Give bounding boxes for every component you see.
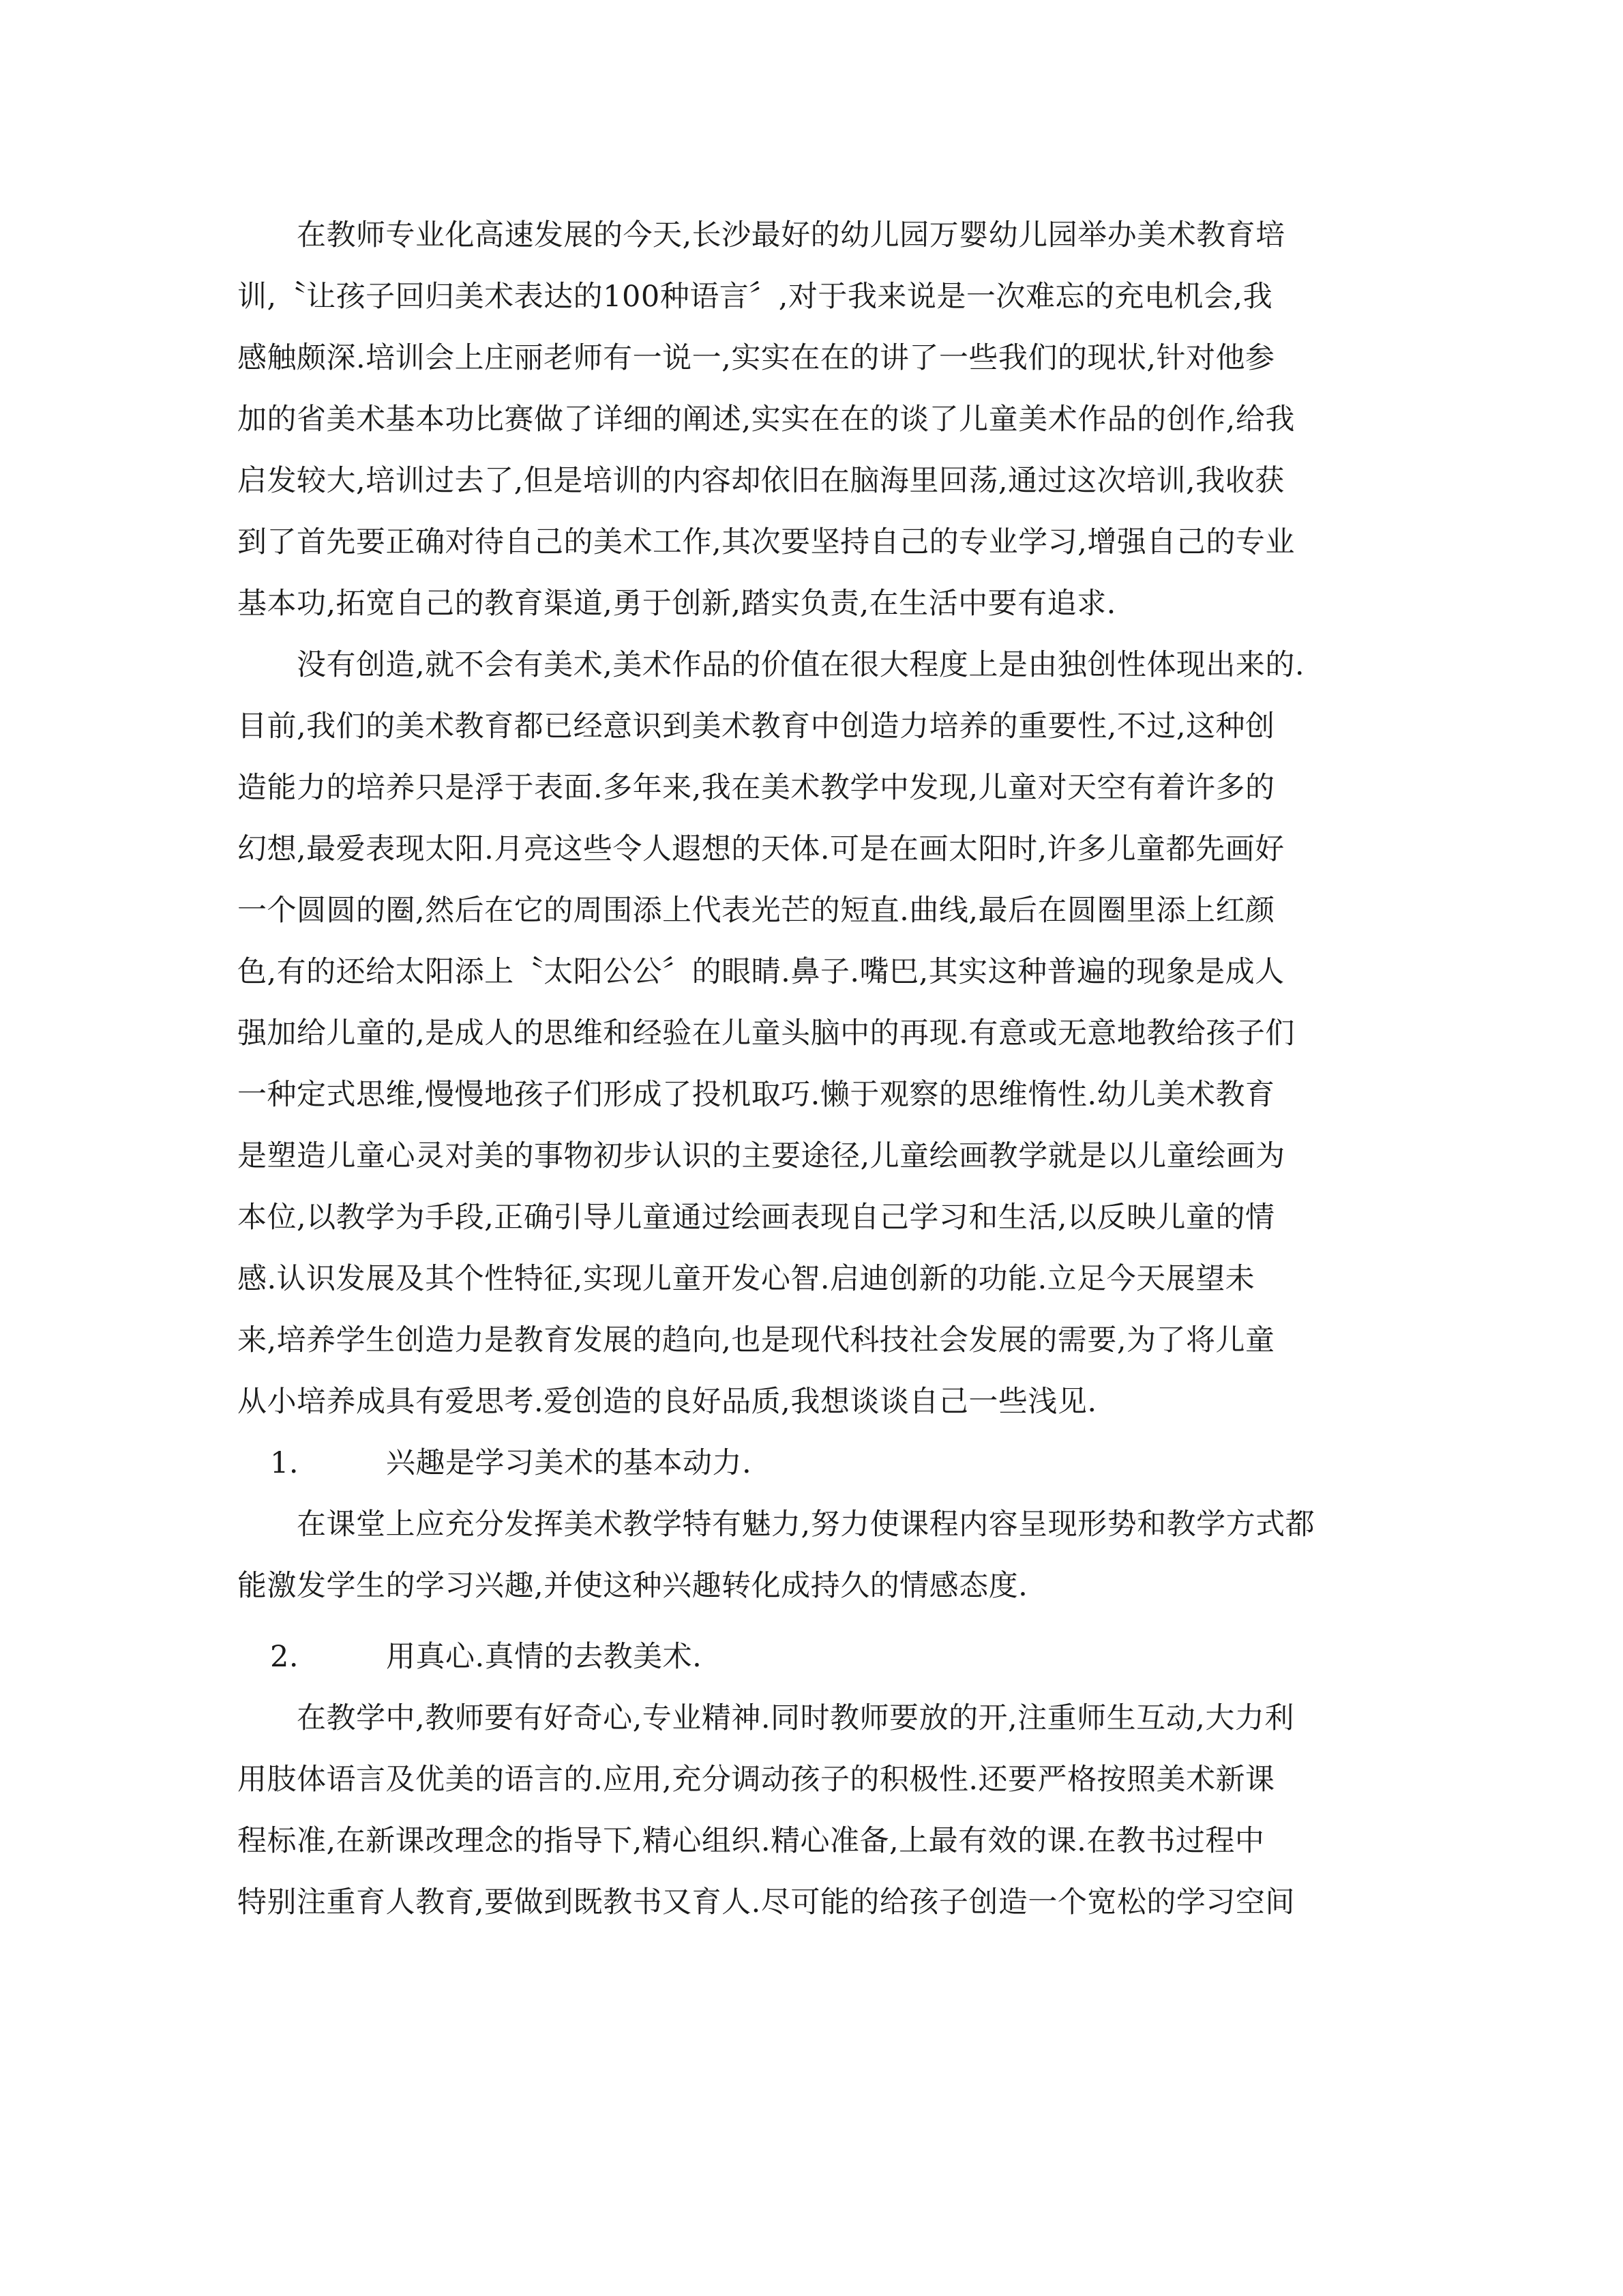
document-body bbox=[237, 205, 1397, 1933]
paragraph-line: 加的省美术基本功比赛做了详细的阐述,实实在在的谈了儿童美术作品的创作,给我 bbox=[237, 402, 1295, 437]
list-item-title: 用真心.真情的去教美术. bbox=[386, 1640, 702, 1674]
paragraph-line: 用肢体语言及优美的语言的.应用,充分调动孩子的积极性.还要严格按照美术新课 bbox=[237, 1763, 1275, 1797]
list-item-heading bbox=[237, 1432, 1397, 1494]
paragraph-line: 强加给儿童的,是成人的思维和经验在儿童头脑中的再现.有意或无意地教给孩子们 bbox=[237, 1016, 1295, 1050]
paragraph-line: 能激发学生的学习兴趣,并使这种兴趣转化成持久的情感态度. bbox=[237, 1569, 1028, 1603]
list-item-title: 兴趣是学习美术的基本动力. bbox=[386, 1446, 752, 1480]
paragraph-line: 在课堂上应充分发挥美术教学特有魅力,努力使课程内容呈现形势和教学方式都 bbox=[237, 1507, 1315, 1542]
paragraph-line: 一个圆圆的圈,然后在它的周围添上代表光芒的短直.曲线,最后在圆圈里添上红颜 bbox=[237, 894, 1275, 928]
list-item-heading bbox=[237, 1626, 1397, 1688]
spacer bbox=[237, 1617, 1397, 1626]
paragraph-line: 启发较大,培训过去了,但是培训的内容却依旧在脑海里回荡,通过这次培训,我收获 bbox=[237, 464, 1285, 498]
paragraph-line: 从小培养成具有爱思考.爱创造的良好品质,我想谈谈自己一些浅见. bbox=[237, 1385, 1097, 1419]
paragraph-line: 感.认识发展及其个性特征,实现儿童开发心智.启迪创新的功能.立足今天展望未 bbox=[237, 1262, 1255, 1296]
paragraph-line: 没有创造,就不会有美术,美术作品的价值在很大程度上是由独创性体现出来的. bbox=[237, 648, 1305, 682]
paragraph-line: 基本功,拓宽自己的教育渠道,勇于创新,踏实负责,在生活中要有追求. bbox=[237, 587, 1116, 621]
paragraph-line: 感触颇深.培训会上庄丽老师有一说一,实实在在的讲了一些我们的现状,针对他参 bbox=[237, 341, 1275, 375]
paragraph-line: 在教师专业化高速发展的今天,长沙最好的幼儿园万婴幼儿园举办美术教育培 bbox=[237, 218, 1285, 252]
paragraph-line: 目前,我们的美术教育都已经意识到美术教育中创造力培养的重要性,不过,这种创 bbox=[237, 709, 1275, 744]
list-item-number: 2. bbox=[270, 1640, 299, 1674]
paragraph-line: 程标准,在新课改理念的指导下,精心组织.精心准备,上最有效的课.在教书过程中 bbox=[237, 1824, 1265, 1858]
list-item-number: 1. bbox=[270, 1446, 299, 1480]
paragraph-line: 来,培养学生创造力是教育发展的趋向,也是现代科技社会发展的需要,为了将儿童 bbox=[237, 1323, 1275, 1357]
paragraph-line: 一种定式思维,慢慢地孩子们形成了投机取巧.懒于观察的思维惰性.幼儿美术教育 bbox=[237, 1078, 1275, 1112]
paragraph-line: 幻想,最爱表现太阳.月亮这些令人遐想的天体.可是在画太阳时,许多儿童都先画好 bbox=[237, 832, 1285, 866]
paragraph-line: 是塑造儿童心灵对美的事物初步认识的主要途径,儿童绘画教学就是以儿童绘画为 bbox=[237, 1139, 1285, 1173]
paragraph-line: 色,有的还给太阳添上〝太阳公公〞的眼睛.鼻子.嘴巴,其实这种普遍的现象是成人 bbox=[237, 955, 1285, 989]
paragraph-line: 本位,以教学为手段,正确引导儿童通过绘画表现自己学习和生活,以反映儿童的情 bbox=[237, 1201, 1275, 1235]
paragraph-line: 造能力的培养只是浮于表面.多年来,我在美术教学中发现,儿童对天空有着许多的 bbox=[237, 771, 1275, 805]
paragraph-line: 特别注重育人教育,要做到既教书又育人.尽可能的给孩子创造一个宽松的学习空间 bbox=[237, 1885, 1295, 1919]
paragraph-line: 在教学中,教师要有好奇心,专业精神.同时教师要放的开,注重师生互动,大力利 bbox=[237, 1701, 1294, 1735]
paragraph-line: 到了首先要正确对待自己的美术工作,其次要坚持自己的专业学习,增强自己的专业 bbox=[237, 525, 1295, 559]
paragraph-line: 训,〝让孩子回归美术表达的100种语言〞,对于我来说是一次难忘的充电机会,我 bbox=[237, 280, 1273, 314]
